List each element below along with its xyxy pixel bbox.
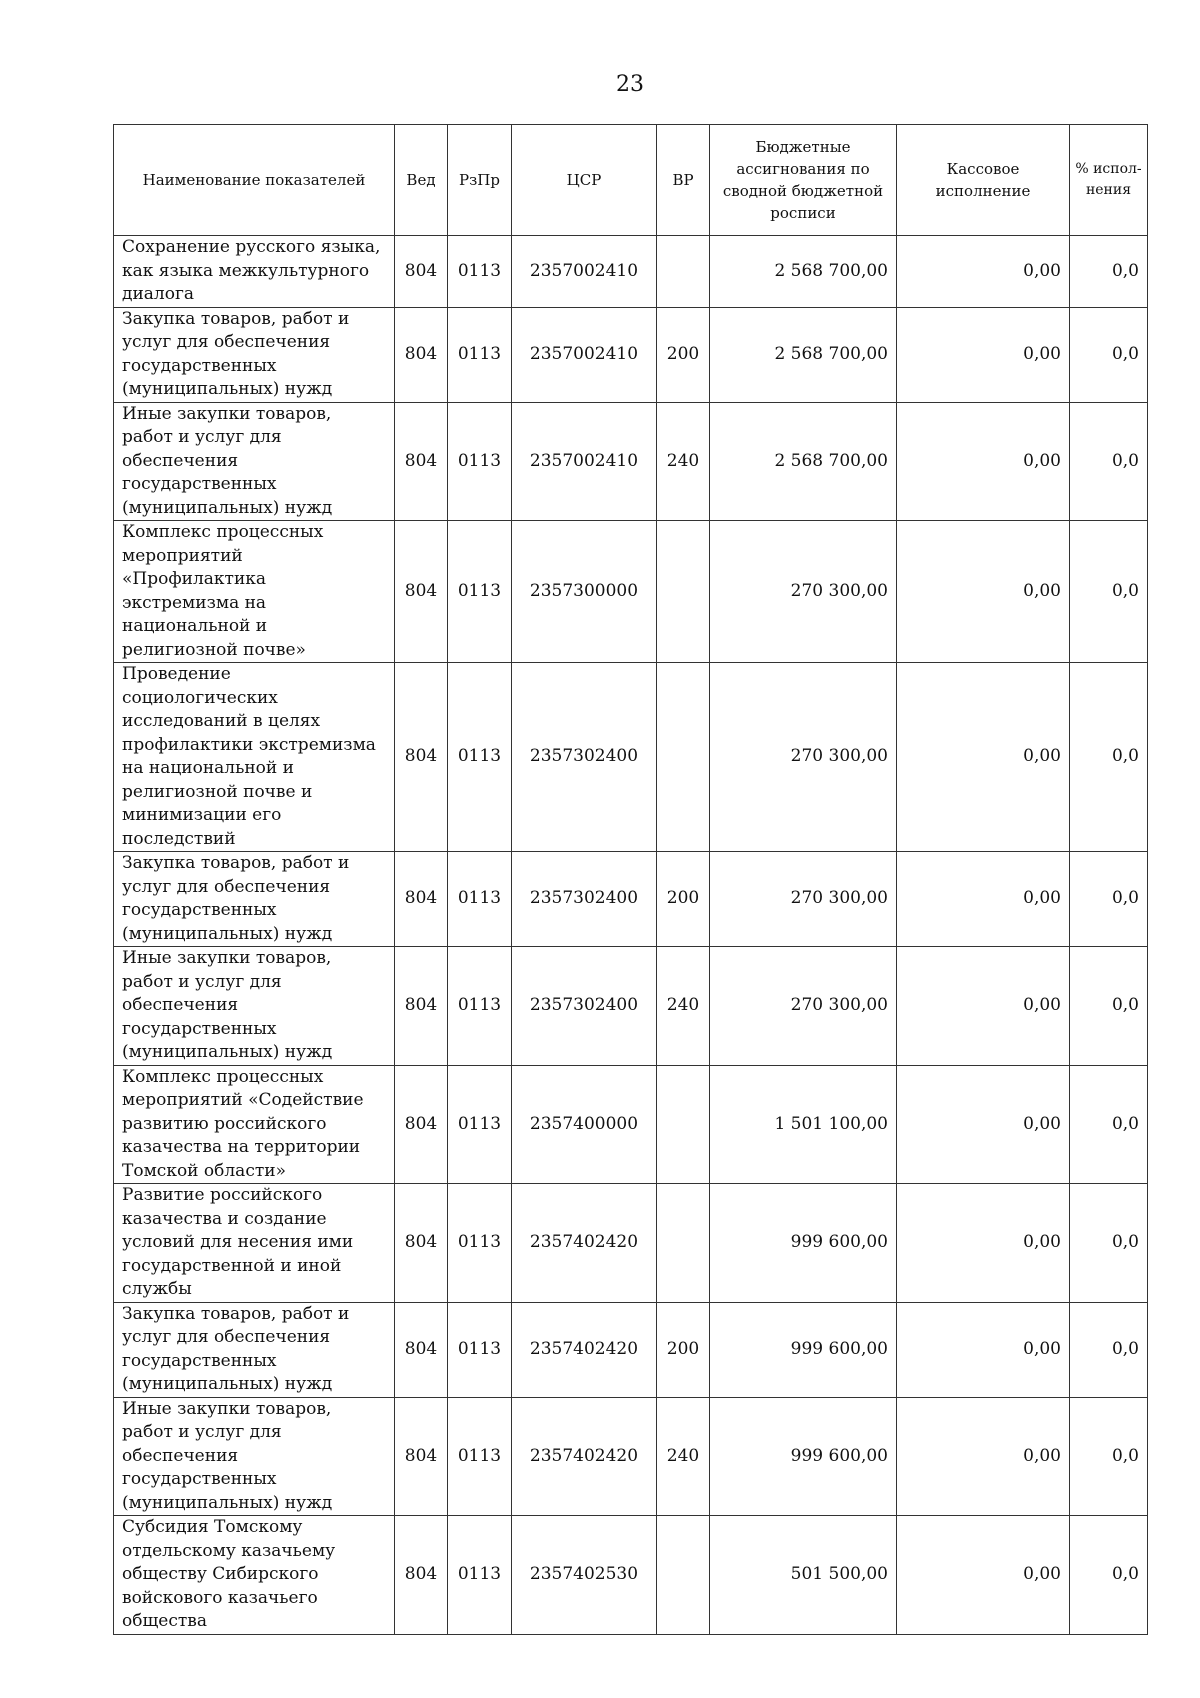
row-name: Сохранение русского языка, как языка межкультурного диалога xyxy=(114,236,395,308)
row-assignment: 2 568 700,00 xyxy=(710,236,897,308)
row-csr: 2357002410 xyxy=(512,402,657,521)
row-cash: 0,00 xyxy=(897,947,1070,1066)
row-cash: 0,00 xyxy=(897,1184,1070,1303)
row-assignment: 2 568 700,00 xyxy=(710,402,897,521)
row-cash: 0,00 xyxy=(897,521,1070,663)
row-csr: 2357302400 xyxy=(512,663,657,852)
row-vr xyxy=(657,1184,710,1303)
row-cash: 0,00 xyxy=(897,402,1070,521)
row-percent: 0,0 xyxy=(1070,1184,1148,1303)
row-vr xyxy=(657,521,710,663)
row-rzpr: 0113 xyxy=(448,663,512,852)
row-percent: 0,0 xyxy=(1070,402,1148,521)
row-percent: 0,0 xyxy=(1070,852,1148,947)
row-name: Развитие российского казачества и создание условий для несения ими государственной и иной службы xyxy=(114,1184,395,1303)
row-percent: 0,0 xyxy=(1070,1302,1148,1397)
row-percent: 0,0 xyxy=(1070,236,1148,308)
row-assignment: 999 600,00 xyxy=(710,1302,897,1397)
table-row xyxy=(114,236,1148,308)
row-name: Закупка товаров, работ и услуг для обеспечения государственных (муниципальных) нужд xyxy=(114,852,395,947)
row-cash: 0,00 xyxy=(897,852,1070,947)
row-csr: 2357302400 xyxy=(512,947,657,1066)
page-number: 23 xyxy=(616,72,644,97)
row-name: Закупка товаров, работ и услуг для обеспечения государственных (муниципальных) нужд xyxy=(114,1302,395,1397)
row-ved: 804 xyxy=(395,663,448,852)
table-row xyxy=(114,1184,1148,1303)
row-assignment: 270 300,00 xyxy=(710,852,897,947)
row-vr: 240 xyxy=(657,947,710,1066)
row-ved: 804 xyxy=(395,852,448,947)
row-assignment: 270 300,00 xyxy=(710,663,897,852)
row-csr: 2357402420 xyxy=(512,1302,657,1397)
table-row xyxy=(114,1516,1148,1635)
row-vr: 240 xyxy=(657,1397,710,1516)
row-csr: 2357300000 xyxy=(512,521,657,663)
row-percent: 0,0 xyxy=(1070,663,1148,852)
header-cash-execution: Кассовое исполнение xyxy=(897,125,1070,236)
row-cash: 0,00 xyxy=(897,663,1070,852)
row-cash: 0,00 xyxy=(897,236,1070,308)
row-vr xyxy=(657,236,710,308)
row-vr xyxy=(657,1516,710,1635)
row-csr: 2357002410 xyxy=(512,307,657,402)
row-ved: 804 xyxy=(395,1302,448,1397)
row-cash: 0,00 xyxy=(897,1397,1070,1516)
row-percent: 0,0 xyxy=(1070,307,1148,402)
table-row xyxy=(114,402,1148,521)
table-header-row xyxy=(114,125,1148,236)
row-rzpr: 0113 xyxy=(448,236,512,308)
table-row xyxy=(114,947,1148,1066)
row-ved: 804 xyxy=(395,1184,448,1303)
table-row xyxy=(114,1065,1148,1184)
row-rzpr: 0113 xyxy=(448,1065,512,1184)
row-name: Комплекс процессных мероприятий «Содействие развитию российского казачества на территории Томской области» xyxy=(114,1065,395,1184)
row-name: Иные закупки товаров, работ и услуг для обеспечения государственных (муниципальных) нужд xyxy=(114,402,395,521)
row-vr xyxy=(657,663,710,852)
row-percent: 0,0 xyxy=(1070,1516,1148,1635)
budget-table xyxy=(113,124,1148,1635)
header-percent-execution: % испол-нения xyxy=(1070,125,1148,236)
table-row xyxy=(114,521,1148,663)
header-rzpr: РзПр xyxy=(448,125,512,236)
row-assignment: 270 300,00 xyxy=(710,521,897,663)
table-row xyxy=(114,1397,1148,1516)
row-csr: 2357002410 xyxy=(512,236,657,308)
row-percent: 0,0 xyxy=(1070,1397,1148,1516)
row-ved: 804 xyxy=(395,521,448,663)
header-name: Наименование показателей xyxy=(114,125,395,236)
row-assignment: 999 600,00 xyxy=(710,1397,897,1516)
header-ved: Вед xyxy=(395,125,448,236)
row-name: Субсидия Томскому отдельскому казачьему обществу Сибирского войскового казачьего общества xyxy=(114,1516,395,1635)
row-csr: 2357402420 xyxy=(512,1184,657,1303)
row-ved: 804 xyxy=(395,236,448,308)
row-assignment: 999 600,00 xyxy=(710,1184,897,1303)
row-vr xyxy=(657,1065,710,1184)
row-assignment: 270 300,00 xyxy=(710,947,897,1066)
row-ved: 804 xyxy=(395,1065,448,1184)
row-assignment: 501 500,00 xyxy=(710,1516,897,1635)
row-cash: 0,00 xyxy=(897,1302,1070,1397)
row-ved: 804 xyxy=(395,402,448,521)
row-percent: 0,0 xyxy=(1070,947,1148,1066)
row-vr: 200 xyxy=(657,852,710,947)
row-name: Иные закупки товаров, работ и услуг для обеспечения государственных (муниципальных) нужд xyxy=(114,1397,395,1516)
row-rzpr: 0113 xyxy=(448,852,512,947)
row-rzpr: 0113 xyxy=(448,402,512,521)
row-rzpr: 0113 xyxy=(448,1516,512,1635)
row-csr: 2357402530 xyxy=(512,1516,657,1635)
row-rzpr: 0113 xyxy=(448,307,512,402)
row-rzpr: 0113 xyxy=(448,521,512,663)
row-percent: 0,0 xyxy=(1070,521,1148,663)
row-cash: 0,00 xyxy=(897,1065,1070,1184)
row-vr: 200 xyxy=(657,1302,710,1397)
header-assignments: Бюджетные ассигнования по сводной бюджетной росписи xyxy=(710,125,897,236)
row-assignment: 2 568 700,00 xyxy=(710,307,897,402)
row-assignment: 1 501 100,00 xyxy=(710,1065,897,1184)
row-name: Комплекс процессных мероприятий «Профилактика экстремизма на национальной и религиозной почве» xyxy=(114,521,395,663)
row-ved: 804 xyxy=(395,1516,448,1635)
header-vr: ВР xyxy=(657,125,710,236)
table-row xyxy=(114,852,1148,947)
row-csr: 2357302400 xyxy=(512,852,657,947)
row-ved: 804 xyxy=(395,307,448,402)
row-rzpr: 0113 xyxy=(448,1397,512,1516)
table-row xyxy=(114,1302,1148,1397)
row-name: Проведение социологических исследований в целях профилактики экстремизма на национальной и религиозной почве и минимизации его последствий xyxy=(114,663,395,852)
row-vr: 240 xyxy=(657,402,710,521)
row-ved: 804 xyxy=(395,1397,448,1516)
row-rzpr: 0113 xyxy=(448,947,512,1066)
row-cash: 0,00 xyxy=(897,307,1070,402)
row-ved: 804 xyxy=(395,947,448,1066)
row-name: Иные закупки товаров, работ и услуг для обеспечения государственных (муниципальных) нужд xyxy=(114,947,395,1066)
table-row xyxy=(114,663,1148,852)
header-csr: ЦСР xyxy=(512,125,657,236)
row-vr: 200 xyxy=(657,307,710,402)
row-rzpr: 0113 xyxy=(448,1302,512,1397)
row-name: Закупка товаров, работ и услуг для обеспечения государственных (муниципальных) нужд xyxy=(114,307,395,402)
row-rzpr: 0113 xyxy=(448,1184,512,1303)
row-csr: 2357402420 xyxy=(512,1397,657,1516)
table-row xyxy=(114,307,1148,402)
row-cash: 0,00 xyxy=(897,1516,1070,1635)
row-csr: 2357400000 xyxy=(512,1065,657,1184)
row-percent: 0,0 xyxy=(1070,1065,1148,1184)
